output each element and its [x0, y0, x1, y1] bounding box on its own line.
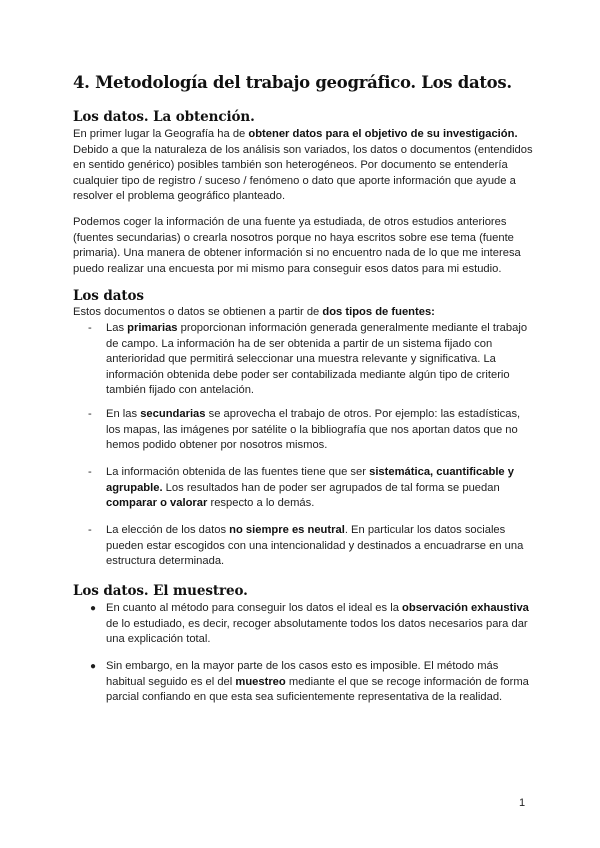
- list-item: - Las primarias proporcionan información generada generalmente mediante el trabajo de campo. La información ha de ser obtenida a partir de un sistema fijado con anterioridad que permitirá seleccionar una muestra relevante y significativa. La información obtenida debe poder ser contabilizada mediante algún tipo de criterio también fijado con antelación.: [88, 322, 528, 397]
- page-title: 4. Metodología del trabajo geográfico. Los datos.: [73, 73, 512, 92]
- section-heading-obtencion: Los datos. La obtención.: [73, 109, 255, 125]
- paragraph-obtencion-2: Podemos coger la información de una fuente ya estudiada, de otros estudios anteriores (fuentes secundarias) o crearla nosotros porque no haya escritos sobre ese tema (fuente primaria). Una manera de obtener información si no encuentro nada de lo que me interesa puedo realizar una encuesta por mi mismo para conseguir esos datos para mi estudio.: [73, 216, 521, 275]
- paragraph-datos-intro: Estos documentos o datos se obtienen a partir de dos tipos de fuentes:: [73, 306, 435, 318]
- bullet-marker: ●: [90, 661, 97, 672]
- list-item: ● En cuanto al método para conseguir los datos el ideal es la observación exhaustiva de lo estudiado, es decir, recoger absolutamente todos los datos necesarios para dar una explicación total.: [90, 602, 529, 646]
- muestreo-list: [73, 659, 533, 706]
- dash-marker: -: [88, 524, 92, 536]
- list-item: ● Sin embargo, en la mayor parte de los casos esto es imposible. El método más habitual seguido es el del muestreo mediante el que se recoge información de forma parcial confiando en que esta sea suficientemente representativa de la realidad.: [90, 660, 529, 704]
- fuentes-list: [73, 523, 533, 570]
- fuentes-list: [73, 407, 533, 454]
- muestreo-list: [73, 601, 533, 648]
- page-number: 1: [519, 797, 526, 809]
- list-item: - La elección de los datos no siempre es neutral. En particular los datos sociales pueden estar escogidos con una intencionalidad y destinados a encuadrarse en una estructura determinada.: [88, 524, 524, 568]
- dash-marker: -: [88, 466, 92, 478]
- dash-marker: -: [88, 408, 92, 420]
- bullet-marker: ●: [90, 603, 97, 614]
- dash-marker: -: [88, 322, 92, 334]
- list-item: - En las secundarias se aprovecha el trabajo de otros. Por ejemplo: las estadísticas, los mapas, las imágenes por satélite o la bibliografía que nos aportan datos que no hemos podido obtener por nosotros mismos.: [88, 408, 521, 452]
- fuentes-list: [73, 465, 533, 512]
- list-item: - La información obtenida de las fuentes tiene que ser sistemática, cuantificable y agrupable. Los resultados han de poder ser agrupados de tal forma se puedan comparar o valorar respecto a lo demás.: [88, 466, 514, 510]
- fuentes-list: [73, 321, 533, 399]
- section-heading-muestreo: Los datos. El muestreo.: [73, 583, 248, 599]
- paragraph-obtencion-1: En primer lugar la Geografía ha de obtener datos para el objetivo de su investigación. Debido a que la naturaleza de los análisis son variados, los datos o documentos (entendidos en sentido genérico) posibles también son heterogéneos. Por documento se entendería cualquier tipo de registro / suceso / fenómeno o dato que aporte información que ayude a resolver el problema geográfico planteado.: [73, 128, 533, 203]
- section-heading-datos: Los datos: [73, 288, 144, 304]
